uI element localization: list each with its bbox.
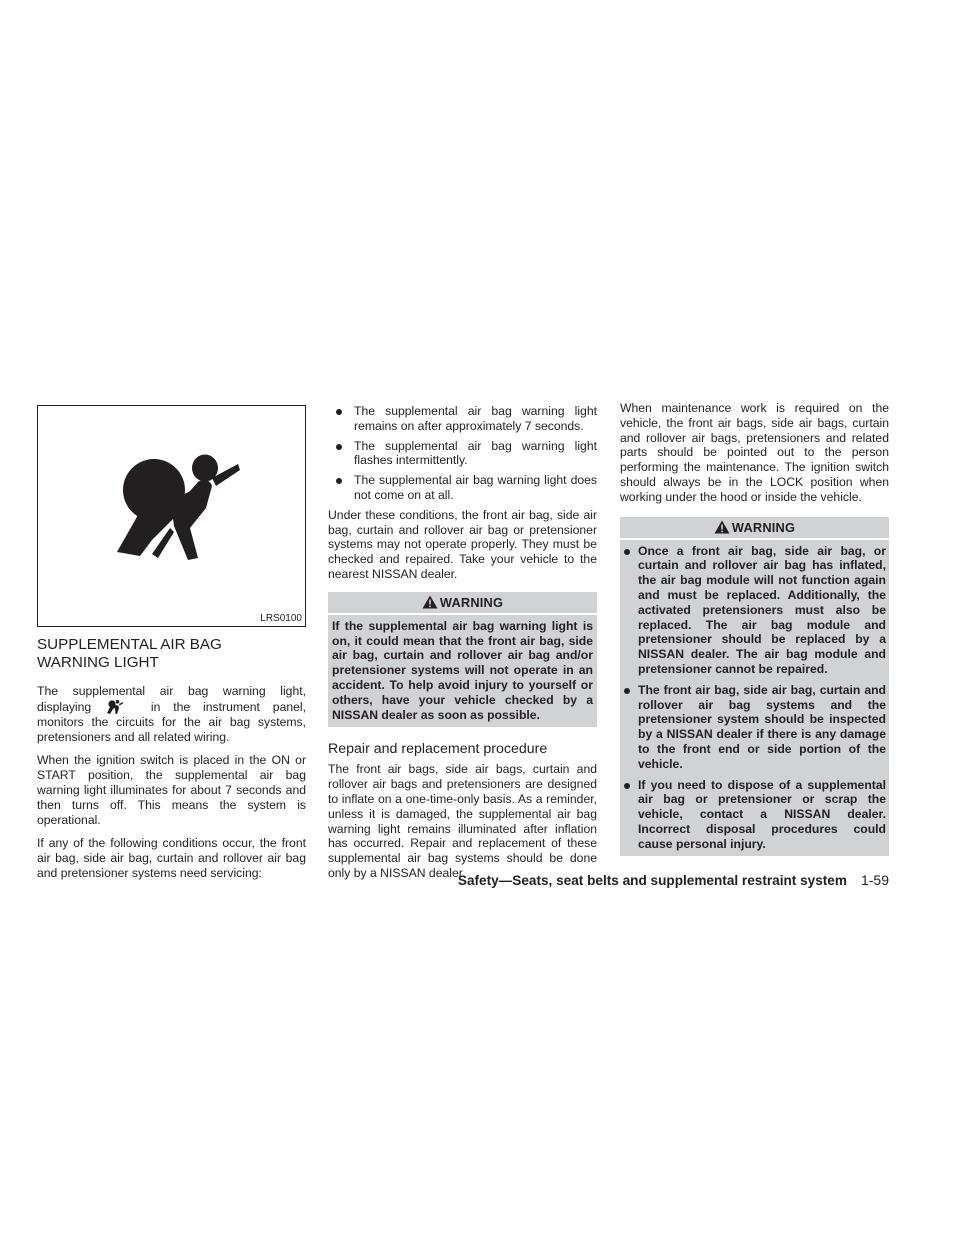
airbag-indicator-icon [106, 699, 124, 715]
figure-id: LRS0100 [260, 613, 302, 624]
warning-triangle-icon [714, 520, 730, 534]
conditions-followup: Under these conditions, the front air bag, side air bag, curtain and rollover air bag or pretensioner systems may not operate properly. They must be checked and repaired. Take your vehicle to the nearest NISSAN dealer. [328, 507, 597, 581]
airbag-figure [37, 405, 306, 627]
warning-box [328, 592, 597, 728]
conditions-list [328, 404, 597, 503]
warning-list [620, 540, 889, 856]
column-middle [328, 401, 597, 881]
intro-paragraph: The supplemental air bag warning light, displaying in the instrument panel, monitors the circuits for the air bag systems, pretensioners and all related wiring. [37, 684, 306, 744]
list-item: The front air bag, side air bag, curtain and rollover air bag systems and the pretensioner system should be inspected by a NISSAN dealer if there is any damage to the front end or side portion of the vehicle. [620, 683, 886, 772]
warning-triangle-icon [422, 595, 438, 609]
list-item: Once a front air bag, side air bag, or curtain and rollover air bag has inflated, the air bag module will not function again and must be replaced. Additionally, the activated pretensioners must also be replaced. The air bag module and pretensioner should be replaced by a NISSAN dealer. The air bag module and pretensioner cannot be repaired. [620, 544, 886, 677]
repair-paragraph: The front air bags, side air bags, curtain and rollover air bags and pretensioners are designed to inflate on a one-time-only basis. As a reminder, unless it is damaged, the supplemental air bag warning light remains illuminated after inflation has occurred. Repair and replacement of these supplemental air bag systems should be done only by a NISSAN dealer. [328, 762, 597, 880]
airbag-warning-icon [112, 446, 282, 566]
footer-title: Safety—Seats, seat belts and supplemental restraint system [457, 873, 847, 888]
section-title: SUPPLEMENTAL AIR BAG WARNING LIGHT [37, 636, 222, 671]
page-number: 1-59 [860, 872, 889, 888]
ignition-paragraph: When the ignition switch is placed in the ON or START position, the supplemental air bag warning light illuminates for about 7 seconds and then turns off. This means the system is operational. [37, 753, 306, 827]
maintenance-paragraph: When maintenance work is required on the vehicle, the front air bags, side air bags, curtain and rollover air bags, pretensioners and related parts should be pointed out to the person performing the maintenance. The ignition switch should always be in the LOCK position when working under the hood or inside the vehicle. [620, 401, 889, 504]
warning-header: WARNING [328, 592, 597, 615]
warning-header: WARNING [620, 517, 889, 540]
repair-title: Repair and replacement procedure [328, 741, 548, 758]
page-footer [458, 872, 889, 888]
list-item: If you need to dispose of a supplemental air bag or pretensioner or scrap the vehicle, contact a NISSAN dealer. Incorrect disposal procedures could cause personal injury. [620, 778, 886, 852]
list-item: The supplemental air bag warning light flashes intermittently. [328, 439, 597, 469]
warning-box-2 [620, 517, 889, 856]
conditions-intro: If any of the following conditions occur, the front air bag, side air bag, curtain and rollover air bag and pretensioner systems need servicing: [37, 836, 306, 880]
column-left [37, 401, 306, 890]
warning-text: If the supplemental air bag warning light is on, it could mean that the front air bag, side air bag, curtain and rollover air bag and/or pretensioner systems will not operate in an accident. To help avoid injury to yourself or others, have your vehicle checked by a NISSAN dealer as soon as possible. [332, 618, 593, 722]
list-item: The supplemental air bag warning light does not come on at all. [328, 473, 597, 503]
list-item: The supplemental air bag warning light remains on after approximately 7 seconds. [328, 404, 597, 434]
column-right [620, 401, 889, 870]
